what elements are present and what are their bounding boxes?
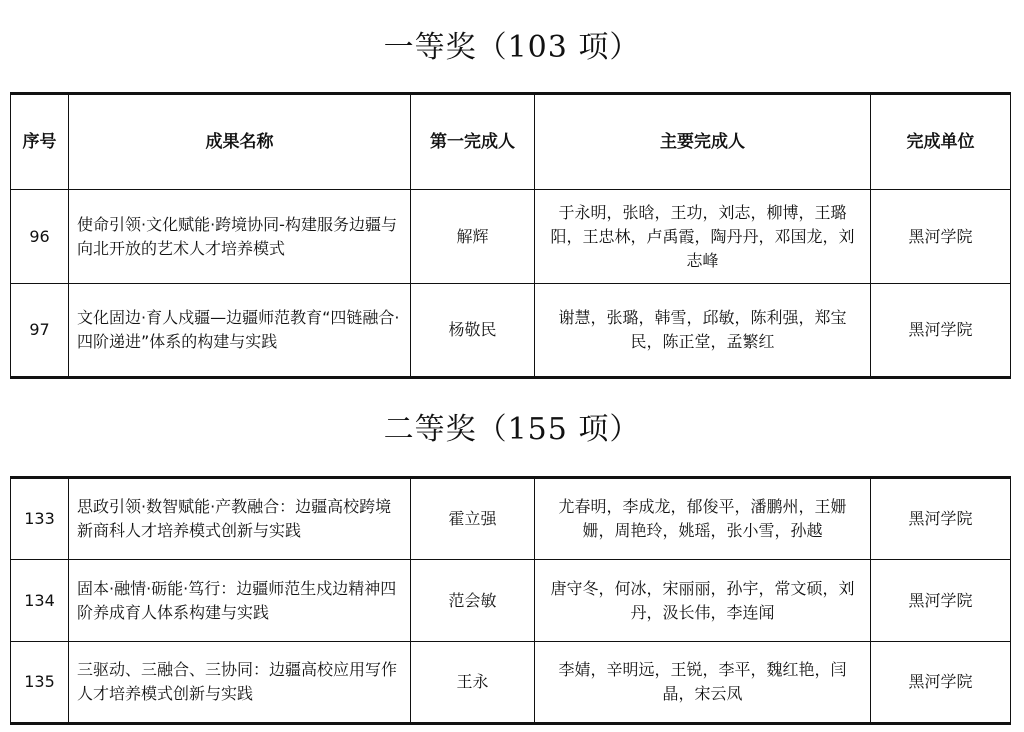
table-row (11, 560, 1011, 642)
cell-name: 思政引领·数智赋能·产教融合：边疆高校跨境新商科人才培养模式创新与实践 (69, 478, 411, 560)
cell-first: 杨敬民 (411, 284, 535, 378)
cell-main: 李婧，辛明远，王锐，李平，魏红艳，闫晶，宋云凤 (535, 642, 871, 724)
cell-unit: 黑河学院 (871, 284, 1011, 378)
cell-no: 134 (11, 560, 69, 642)
section-title-first-prize: 一等奖（103 项） (383, 30, 641, 65)
cell-name: 固本·融情·砺能·笃行：边疆师范生戍边精神四阶养成育人体系构建与实践 (69, 560, 411, 642)
cell-no: 133 (11, 478, 69, 560)
second-prize-table (10, 476, 1011, 725)
cell-name: 文化固边·育人戍疆—边疆师范教育“四链融合·四阶递进”体系的构建与实践 (69, 284, 411, 378)
cell-unit: 黑河学院 (871, 190, 1011, 284)
first-prize-table (10, 92, 1011, 379)
cell-main: 唐守冬，何冰，宋丽丽，孙宇，常文硕，刘丹，汲长伟，李连闻 (535, 560, 871, 642)
section-title-second-prize: 二等奖（155 项） (383, 412, 641, 447)
cell-first: 霍立强 (411, 478, 535, 560)
cell-first: 解辉 (411, 190, 535, 284)
cell-main: 谢慧，张璐，韩雪，邱敏，陈利强，郑宝民，陈正堂，孟繁红 (535, 284, 871, 378)
header-first: 第一完成人 (411, 94, 535, 190)
cell-name: 三驱动、三融合、三协同：边疆高校应用写作人才培养模式创新与实践 (69, 642, 411, 724)
table-row (11, 190, 1011, 284)
cell-main: 尤春明，李成龙，郁俊平，潘鹏州，王姗姗，周艳玲，姚瑶，张小雪，孙越 (535, 478, 871, 560)
cell-unit: 黑河学院 (871, 560, 1011, 642)
cell-main: 于永明，张晗，王功，刘志，柳博，王璐阳，王忠林，卢禹霞，陶丹丹，邓国龙，刘志峰 (535, 190, 871, 284)
cell-unit: 黑河学院 (871, 642, 1011, 724)
header-no: 序号 (11, 94, 69, 190)
table-row (11, 478, 1011, 560)
header-main: 主要完成人 (535, 94, 871, 190)
header-name: 成果名称 (69, 94, 411, 190)
table-row (11, 642, 1011, 724)
cell-no: 135 (11, 642, 69, 724)
table-row (11, 284, 1011, 378)
cell-name: 使命引领·文化赋能·跨境协同-构建服务边疆与向北开放的艺术人才培养模式 (69, 190, 411, 284)
cell-unit: 黑河学院 (871, 478, 1011, 560)
cell-first: 王永 (411, 642, 535, 724)
header-unit: 完成单位 (871, 94, 1011, 190)
cell-no: 97 (11, 284, 69, 378)
cell-no: 96 (11, 190, 69, 284)
cell-first: 范会敏 (411, 560, 535, 642)
table-header-row (11, 94, 1011, 190)
